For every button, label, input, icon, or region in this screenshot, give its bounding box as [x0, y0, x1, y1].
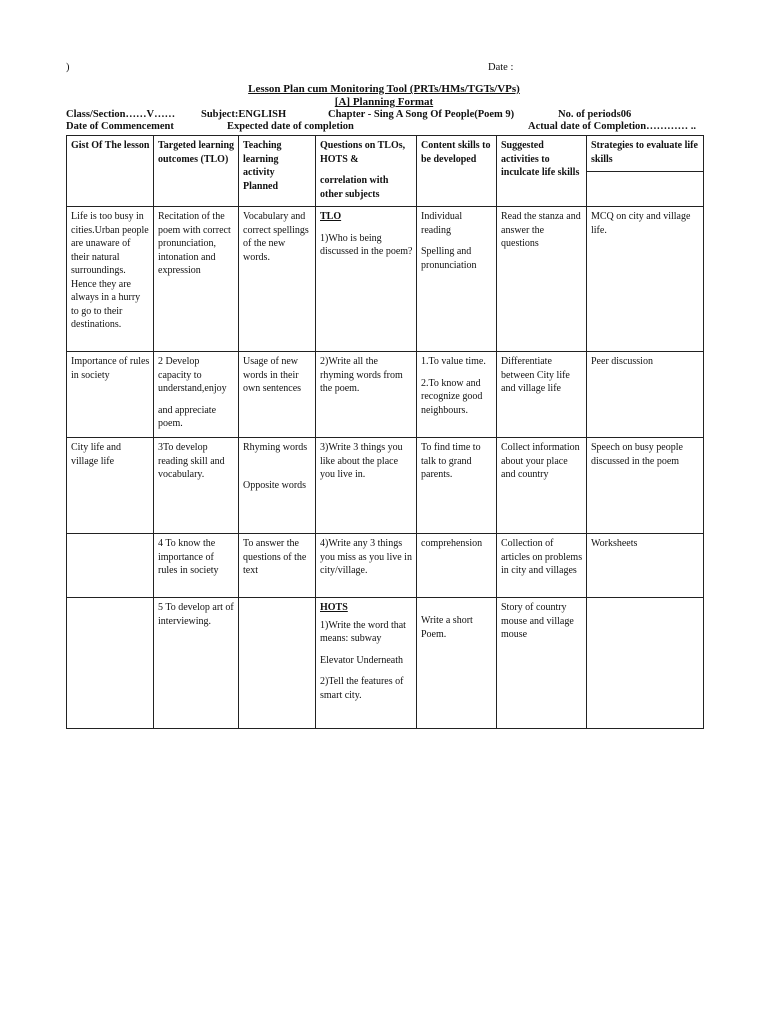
cell-gist	[67, 534, 154, 598]
question-item: 2)Write all the rhyming words from the poem.	[320, 356, 403, 394]
header-content: Content skills to be developed	[417, 136, 497, 207]
cell-suggested: Collect information about your place and country	[497, 438, 587, 534]
cell-tlo: 5 To develop art of interviewing.	[154, 598, 239, 729]
cell-activity	[239, 438, 316, 534]
header-questions-label: Questions on TLOs, HOTS &	[320, 140, 406, 165]
date-label: Date :	[488, 62, 514, 73]
class-section: Class/Section……V……	[66, 109, 176, 120]
cell-activity	[239, 598, 316, 729]
question-item: 3)Write 3 things you like about the place you live in.	[320, 442, 403, 480]
question-item: 1)Write the word that means: subway	[320, 619, 406, 644]
date-commencement: Date of Commencement	[66, 121, 174, 132]
question-item: 2)Tell the features of smart city.	[320, 676, 404, 701]
cell-content	[417, 438, 497, 534]
content-item: Write a short Poem.	[421, 615, 473, 640]
question-item: 4)Write any 3 things you miss as you live in city/village.	[320, 538, 412, 576]
cell-tlo: Recitation of the poem with correct pronunciation, intonation and expression	[154, 207, 239, 352]
cell-tlo: 3To develop reading skill and vocabulary.	[154, 438, 239, 534]
lesson-plan-table	[66, 135, 704, 729]
cell-strategies: Speech on busy people discussed in the poem	[587, 438, 704, 534]
header-strategies: Strategies to evaluate life skills	[587, 136, 704, 172]
content-item: Individual reading	[421, 211, 463, 236]
cell-suggested: Differentiate between City life and village life	[497, 352, 587, 438]
cell-questions	[316, 352, 417, 438]
header-tlo: Targeted learning outcomes (TLO)	[154, 136, 239, 207]
header-questions	[316, 136, 417, 207]
table-row	[67, 438, 704, 534]
header-gist: Gist Of The lesson	[67, 136, 154, 207]
cell-activity: Usage of new words in their own sentences	[239, 352, 316, 438]
header-row	[67, 136, 704, 172]
tlo-heading: TLO	[320, 211, 342, 222]
header-suggested: Suggested activities to inculcate life skills	[497, 136, 587, 207]
hots-heading: HOTS	[320, 602, 348, 613]
content-item: comprehension	[421, 538, 483, 549]
cell-strategies	[587, 598, 704, 729]
cell-tlo	[154, 352, 239, 438]
activity-part: Rhyming words	[243, 442, 308, 453]
cell-strategies: Worksheets	[587, 534, 704, 598]
activity-part: Opposite words	[243, 479, 307, 491]
cell-content	[417, 352, 497, 438]
question-item: 1)Who is being discussed in the poem?	[320, 232, 413, 257]
cell-tlo: 4 To know the importance of rules in society	[154, 534, 239, 598]
cell-content	[417, 207, 497, 352]
cell-gist: City life and village life	[67, 438, 154, 534]
table-row	[67, 598, 704, 729]
left-mark: )	[66, 62, 70, 73]
cell-questions	[316, 598, 417, 729]
actual-completion: Actual date of Completion………… ..	[528, 121, 696, 132]
periods: No. of periods06	[558, 109, 632, 120]
content-item: 1.To value time.	[421, 356, 486, 367]
content-item: Spelling and pronunciation	[421, 246, 477, 271]
header-questions-extra: correlation with other subjects	[320, 175, 389, 200]
page-subtitle: [A] Planning Format	[334, 96, 434, 108]
subject: Subject:ENGLISH	[201, 109, 287, 120]
chapter: Chapter - Sing A Song Of People(Poem 9)	[328, 109, 515, 120]
cell-activity: To answer the questions of the text	[239, 534, 316, 598]
table-row	[67, 352, 704, 438]
cell-questions	[316, 207, 417, 352]
cell-content	[417, 534, 497, 598]
table-row	[67, 207, 704, 352]
cell-gist	[67, 598, 154, 729]
expected-completion: Expected date of completion	[227, 121, 354, 132]
table-row	[67, 534, 704, 598]
cell-gist: Importance of rules in society	[67, 352, 154, 438]
cell-strategies: MCQ on city and village life.	[587, 207, 704, 352]
header-strategies-blank	[587, 172, 704, 207]
content-item: 2.To know and recognize good neighbours.	[421, 377, 483, 416]
content-item: To find time to talk to grand parents.	[421, 442, 481, 480]
cell-suggested: Story of country mouse and village mouse	[497, 598, 587, 729]
cell-suggested: Read the stanza and answer the questions	[497, 207, 587, 352]
cell-questions	[316, 534, 417, 598]
cell-activity: Vocabulary and correct spellings of the new words.	[239, 207, 316, 352]
tlo-part: and appreciate poem.	[158, 404, 217, 429]
question-item: Elevator Underneath	[320, 654, 404, 666]
cell-questions	[316, 438, 417, 534]
cell-content	[417, 598, 497, 729]
cell-gist: Life is too busy in cities.Urban people are unaware of their natural surroundings. Hence they are always in a hurry to go to their destinations.	[67, 207, 154, 352]
header-activity: Teaching learning activity Planned	[239, 136, 316, 207]
tlo-part: 2 Develop capacity to understand,enjoy	[158, 356, 227, 394]
cell-strategies: Peer discussion	[587, 352, 704, 438]
page-title: Lesson Plan cum Monitoring Tool (PRTs/HMs/TGTs/VPs)	[248, 83, 520, 95]
cell-suggested: Collection of articles on problems in city and villages	[497, 534, 587, 598]
